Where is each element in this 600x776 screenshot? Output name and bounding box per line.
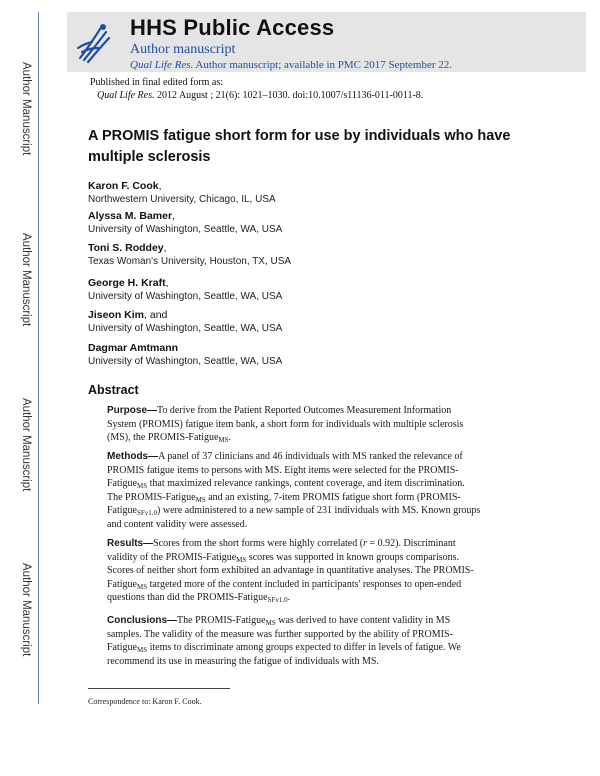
author-affiliation: Texas Woman's University, Houston, TX, USA [88, 256, 292, 267]
author-suffix: , [158, 180, 162, 192]
abstract-purpose [107, 404, 482, 445]
header-availability: Author manuscript; available in PMC 2017 September 22. [195, 59, 453, 71]
subscript: MS [265, 619, 276, 627]
author-affiliation: University of Washington, Seattle, WA, USA [88, 323, 283, 334]
subscript: MS [195, 495, 206, 504]
correspondence-footnote: Correspondence to: Karon F. Cook. [88, 697, 202, 706]
conclusions-text: The PROMIS-Fatigue [177, 615, 266, 626]
results-text: Scores from the short forms were highly correlated ( [153, 538, 364, 549]
conclusions-text: was derived to have content validity in MS samples. The validity of the measure was further supported by the ability of PROMIS-Fatigue [107, 615, 453, 653]
availability-line [130, 59, 452, 71]
author-name: Jiseon Kim [88, 309, 145, 321]
results-text: = 0.92). Discriminant validity of the PROMIS-Fatigue [107, 538, 456, 563]
results-text: . [287, 592, 291, 603]
conclusions-label: Conclusions— [107, 615, 178, 626]
author-name: Karon F. Cook [88, 180, 159, 192]
methods-text: A panel of 37 clinicians and 46 individuals with MS ranked the relevance of PROMIS fatigue items to persons with MS. Eight items were selected for the PROMIS-Fatigue [107, 451, 463, 489]
author-block [88, 242, 291, 268]
subscript: SFv1.0 [267, 596, 288, 604]
footnote-divider [88, 688, 230, 689]
header-journal: Qual Life Res. [130, 59, 194, 71]
results-label: Results— [107, 538, 154, 549]
author-affiliation: University of Washington, Seattle, WA, USA [88, 291, 283, 302]
methods-label: Methods— [107, 451, 159, 462]
author-manuscript-label: Author manuscript [130, 42, 236, 57]
author-block [88, 342, 282, 368]
abstract-results [107, 537, 482, 605]
subscript: MS [236, 555, 247, 564]
author-block [88, 277, 282, 303]
hhs-public-access-title: HHS Public Access [130, 15, 335, 40]
author-name: George H. Kraft [88, 277, 166, 289]
author-affiliation: University of Washington, Seattle, WA, USA [88, 356, 283, 367]
author-name: Alyssa M. Bamer [88, 210, 173, 222]
subscript: MS [137, 482, 148, 490]
abstract-methods [107, 450, 482, 531]
paper-title: A PROMIS fatigue short form for use by individuals who have multiple sclerosis [88, 128, 511, 165]
subscript: MS [137, 646, 148, 654]
sidebar-label-2: Author Manuscript [20, 233, 32, 327]
sidebar-label-1: Author Manuscript [20, 62, 32, 156]
subscript: MS [218, 436, 229, 444]
conclusions-text: items to discriminate among groups expected to differ in levels of fatigue. We recommend its use in measuring the fatigue of individuals with MS. [107, 642, 461, 667]
author-suffix: , [172, 210, 175, 222]
methods-text: and an existing, 7-item PROMIS fatigue short form (PROMIS-Fatigue [107, 491, 461, 516]
abstract-heading: Abstract [88, 383, 139, 397]
author-suffix: , [165, 277, 169, 289]
sidebar-label-4: Author Manuscript [20, 563, 32, 657]
author-block [88, 309, 282, 335]
hhs-eagle-icon [72, 18, 114, 66]
purpose-text: . [228, 432, 232, 443]
author-suffix: , and [144, 309, 168, 321]
methods-text: that maximized relevance rankings, content coverage, and item discrimination. The PROMIS-Fatigue [107, 478, 465, 503]
citation [97, 90, 423, 101]
subscript: SFv1.0 [137, 509, 158, 517]
purpose-label: Purpose— [107, 405, 158, 416]
citation-details: 2012 August ; 21(6): 1021–1030. doi:10.1007/s11136-011-0011-8. [157, 90, 424, 101]
abstract-conclusions [107, 614, 482, 668]
author-name: Dagmar Amtmann [88, 342, 179, 354]
sidebar-label-3: Author Manuscript [20, 398, 32, 492]
results-text: targeted more of the content included in participants' responses to open-ended questions than did the PROMIS-Fatigue [107, 578, 462, 603]
author-block [88, 210, 282, 236]
author-name: Toni S. Roddey [88, 242, 164, 254]
citation-journal: Qual Life Res. [97, 90, 155, 101]
published-label: Published in final edited form as: [90, 77, 224, 88]
author-affiliation: University of Washington, Seattle, WA, USA [88, 224, 283, 235]
purpose-text: To derive from the Patient Reported Outcomes Measurement Information System (PROMIS) fatigue item bank, a short form for individuals with multiple sclerosis (MS), the PROMIS-Fatigue [107, 405, 464, 443]
author-suffix: , [163, 242, 167, 254]
r-symbol: r [363, 538, 367, 549]
author-affiliation: Northwestern University, Chicago, IL, USA [88, 194, 276, 205]
methods-text: ) were administered to a new sample of 231 individuals with MS. Known groups and content validity were assessed. [107, 505, 481, 530]
results-text: scores was supported in known groups comparisons. Scores of neither short form exhibited an advantage in quantitative analyses. The PROMIS-Fatigue [107, 551, 474, 590]
subscript: MS [137, 582, 148, 591]
author-block [88, 180, 276, 206]
sidebar-rule [38, 12, 39, 704]
